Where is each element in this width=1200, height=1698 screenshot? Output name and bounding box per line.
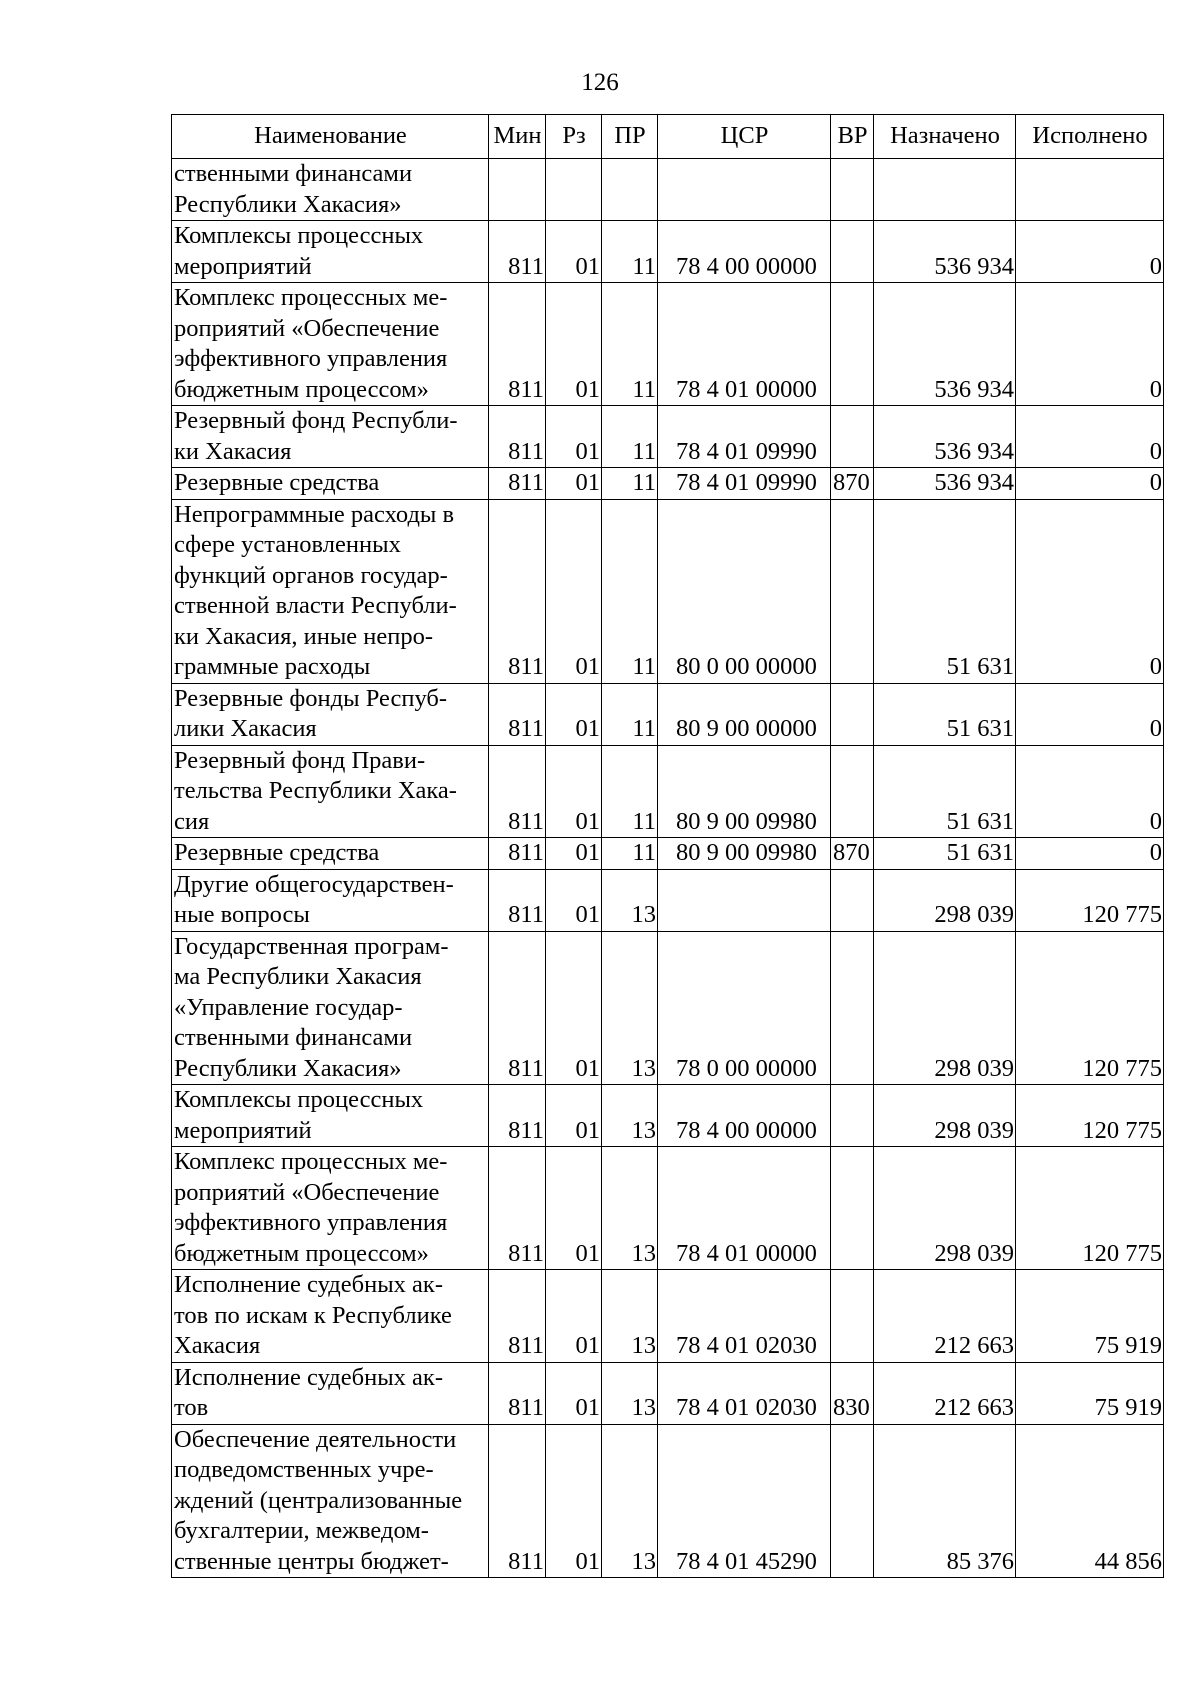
name-line: Резервные фонды Респуб- — [174, 684, 448, 712]
name-line: эффективного управления — [174, 345, 448, 372]
cell-min: 811 — [489, 1362, 546, 1424]
table-row — [172, 1362, 1164, 1424]
cell-rz: 01 — [546, 1270, 602, 1363]
name-line: Комплексы процессных — [174, 222, 424, 249]
cell-csr: 80 9 00 00000 — [658, 683, 831, 745]
cell-executed: 120 775 — [1016, 1085, 1164, 1147]
cell-name — [172, 1270, 489, 1363]
cell-name — [172, 1147, 489, 1270]
cell-vr — [831, 1085, 874, 1147]
header-pr: ПР — [602, 115, 658, 159]
cell-min — [489, 159, 546, 221]
name-line: Резервный фонд Прави- — [174, 746, 426, 774]
cell-min: 811 — [489, 406, 546, 468]
name-line: мероприятий — [174, 1116, 312, 1144]
table-row — [172, 1424, 1164, 1578]
cell-pr: 11 — [602, 499, 658, 683]
cell-min: 811 — [489, 1147, 546, 1270]
cell-executed: 44 856 — [1016, 1424, 1164, 1578]
cell-name — [172, 1362, 489, 1424]
cell-vr — [831, 1424, 874, 1578]
cell-name — [172, 283, 489, 406]
cell-executed: 120 775 — [1016, 869, 1164, 931]
cell-min: 811 — [489, 869, 546, 931]
name-line: Комплекс процессных ме- — [174, 1148, 448, 1175]
cell-assigned: 536 934 — [874, 221, 1016, 283]
cell-rz: 01 — [546, 221, 602, 283]
name-line: Обеспечение деятельности — [174, 1425, 457, 1453]
cell-assigned: 51 631 — [874, 683, 1016, 745]
table-row — [172, 1147, 1164, 1270]
cell-csr: 78 4 01 00000 — [658, 1147, 831, 1270]
cell-executed: 75 919 — [1016, 1362, 1164, 1424]
table-row — [172, 221, 1164, 283]
cell-vr — [831, 221, 874, 283]
table-row — [172, 283, 1164, 406]
name-line: сия — [174, 807, 210, 835]
cell-pr: 11 — [602, 468, 658, 500]
cell-rz: 01 — [546, 683, 602, 745]
name-line: Хакасия — [174, 1332, 261, 1359]
cell-pr: 13 — [602, 869, 658, 931]
cell-pr: 11 — [602, 406, 658, 468]
cell-vr — [831, 283, 874, 406]
name-line: ки Хакасия, иные непро- — [174, 622, 434, 650]
cell-csr: 78 4 01 09990 — [658, 406, 831, 468]
cell-executed: 0 — [1016, 406, 1164, 468]
name-line: тельства Республики Хака- — [174, 777, 457, 804]
cell-min: 811 — [489, 468, 546, 500]
cell-name — [172, 159, 489, 221]
name-line: ма Республики Хакасия — [174, 963, 422, 990]
name-line: ственные центры бюджет- — [174, 1547, 449, 1575]
cell-min: 811 — [489, 838, 546, 870]
cell-min: 811 — [489, 1424, 546, 1578]
table-row — [172, 869, 1164, 931]
cell-executed: 0 — [1016, 283, 1164, 406]
cell-pr: 11 — [602, 745, 658, 838]
cell-name — [172, 468, 489, 500]
cell-pr: 13 — [602, 1424, 658, 1578]
cell-pr: 13 — [602, 1085, 658, 1147]
cell-assigned: 298 039 — [874, 869, 1016, 931]
header-executed: Исполнено — [1016, 115, 1164, 159]
name-line: Комплексы процессных — [174, 1086, 424, 1113]
table-row — [172, 931, 1164, 1085]
cell-vr — [831, 1147, 874, 1270]
cell-assigned — [874, 159, 1016, 221]
name-line: ждений (централизованные — [174, 1486, 463, 1514]
cell-min: 811 — [489, 283, 546, 406]
table-header-row — [172, 115, 1164, 159]
header-csr: ЦСР — [658, 115, 831, 159]
header-assigned: Назначено — [874, 115, 1016, 159]
cell-assigned: 51 631 — [874, 745, 1016, 838]
cell-csr: 78 4 01 02030 — [658, 1362, 831, 1424]
cell-assigned: 298 039 — [874, 1147, 1016, 1270]
cell-vr: 870 — [831, 838, 874, 870]
page-number: 126 — [581, 69, 619, 96]
cell-rz: 01 — [546, 1085, 602, 1147]
cell-name — [172, 221, 489, 283]
name-line: ственной власти Республи- — [174, 592, 457, 619]
cell-pr: 11 — [602, 221, 658, 283]
cell-executed: 0 — [1016, 499, 1164, 683]
name-line: ные вопросы — [174, 901, 310, 928]
cell-executed — [1016, 159, 1164, 221]
table-row — [172, 1085, 1164, 1147]
cell-csr: 78 0 00 00000 — [658, 931, 831, 1085]
cell-csr: 80 9 00 09980 — [658, 745, 831, 838]
header-rz: Рз — [546, 115, 602, 159]
cell-name — [172, 1424, 489, 1578]
cell-assigned: 51 631 — [874, 499, 1016, 683]
table-row — [172, 406, 1164, 468]
cell-executed: 120 775 — [1016, 931, 1164, 1085]
name-line: роприятий «Обеспечение — [174, 314, 440, 342]
cell-pr: 11 — [602, 683, 658, 745]
table-row — [172, 745, 1164, 838]
cell-executed: 0 — [1016, 468, 1164, 500]
cell-assigned: 51 631 — [874, 838, 1016, 870]
name-line: мероприятий — [174, 252, 312, 280]
budget-table — [171, 114, 1164, 1578]
cell-assigned: 298 039 — [874, 931, 1016, 1085]
cell-name — [172, 838, 489, 870]
cell-min: 811 — [489, 1085, 546, 1147]
cell-assigned: 536 934 — [874, 406, 1016, 468]
cell-rz: 01 — [546, 1362, 602, 1424]
cell-csr: 78 4 01 02030 — [658, 1270, 831, 1363]
name-line: Непрограммные расходы в — [174, 500, 455, 528]
name-line: ственными финансами — [174, 160, 413, 187]
name-line: Резервные средства — [174, 469, 380, 496]
cell-pr — [602, 159, 658, 221]
name-line: лики Хакасия — [174, 715, 317, 742]
cell-executed: 0 — [1016, 221, 1164, 283]
table-body — [172, 159, 1164, 1578]
cell-name — [172, 931, 489, 1085]
cell-pr: 11 — [602, 283, 658, 406]
name-line: Резервные средства — [174, 839, 380, 866]
cell-vr — [831, 499, 874, 683]
cell-min: 811 — [489, 1270, 546, 1363]
cell-executed: 75 919 — [1016, 1270, 1164, 1363]
cell-rz: 01 — [546, 1147, 602, 1270]
cell-vr: 870 — [831, 468, 874, 500]
name-line: сфере установленных — [174, 531, 401, 558]
cell-csr: 78 4 01 45290 — [658, 1424, 831, 1578]
name-line: роприятий «Обеспечение — [174, 1178, 440, 1206]
cell-assigned: 536 934 — [874, 283, 1016, 406]
cell-rz: 01 — [546, 869, 602, 931]
cell-vr — [831, 931, 874, 1085]
cell-executed: 0 — [1016, 745, 1164, 838]
cell-name — [172, 406, 489, 468]
cell-assigned: 536 934 — [874, 468, 1016, 500]
header-name: Наименование — [172, 115, 489, 159]
cell-vr — [831, 745, 874, 838]
cell-min: 811 — [489, 683, 546, 745]
cell-csr: 78 4 01 09990 — [658, 468, 831, 500]
cell-min: 811 — [489, 221, 546, 283]
name-line: «Управление государ- — [174, 993, 403, 1021]
name-line: эффективного управления — [174, 1209, 448, 1236]
cell-rz: 01 — [546, 931, 602, 1085]
cell-executed: 0 — [1016, 838, 1164, 870]
cell-rz — [546, 159, 602, 221]
cell-min: 811 — [489, 499, 546, 683]
cell-csr — [658, 869, 831, 931]
cell-executed: 0 — [1016, 683, 1164, 745]
cell-name — [172, 745, 489, 838]
table-row — [172, 838, 1164, 870]
cell-rz: 01 — [546, 499, 602, 683]
cell-vr — [831, 869, 874, 931]
name-line: Государственная програм- — [174, 932, 449, 960]
cell-assigned: 298 039 — [874, 1085, 1016, 1147]
cell-csr — [658, 159, 831, 221]
table-row — [172, 468, 1164, 500]
cell-rz: 01 — [546, 283, 602, 406]
name-line: бухгалтерии, межведом- — [174, 1517, 429, 1544]
cell-vr: 830 — [831, 1362, 874, 1424]
cell-vr — [831, 1270, 874, 1363]
cell-csr: 78 4 00 00000 — [658, 1085, 831, 1147]
cell-vr — [831, 683, 874, 745]
name-line: Исполнение судебных ак- — [174, 1363, 443, 1391]
table-row — [172, 1270, 1164, 1363]
cell-csr: 80 0 00 00000 — [658, 499, 831, 683]
name-line: бюджетным процессом» — [174, 375, 429, 403]
cell-rz: 01 — [546, 838, 602, 870]
name-line: Резервный фонд Республи- — [174, 407, 458, 434]
cell-name — [172, 683, 489, 745]
cell-min: 811 — [489, 931, 546, 1085]
table-row — [172, 499, 1164, 683]
cell-assigned: 85 376 — [874, 1424, 1016, 1578]
name-line: ки Хакасия — [174, 437, 292, 465]
cell-name — [172, 869, 489, 931]
cell-vr — [831, 159, 874, 221]
name-line: граммные расходы — [174, 653, 371, 680]
cell-rz: 01 — [546, 468, 602, 500]
name-line: подведомственных учре- — [174, 1456, 434, 1483]
name-line: Республики Хакасия» — [174, 190, 402, 218]
cell-rz: 01 — [546, 745, 602, 838]
table-row — [172, 159, 1164, 221]
header-min: Мин — [489, 115, 546, 159]
cell-vr — [831, 406, 874, 468]
name-line: бюджетным процессом» — [174, 1239, 429, 1267]
name-line: Республики Хакасия» — [174, 1054, 402, 1082]
name-line: тов по искам к Республике — [174, 1301, 452, 1329]
name-line: тов — [174, 1394, 209, 1421]
cell-assigned: 212 663 — [874, 1270, 1016, 1363]
name-line: Комплекс процессных ме- — [174, 284, 448, 311]
name-line: функций органов государ- — [174, 561, 448, 589]
table-row — [172, 683, 1164, 745]
cell-csr: 78 4 01 00000 — [658, 283, 831, 406]
name-line: ственными финансами — [174, 1024, 413, 1051]
cell-pr: 13 — [602, 931, 658, 1085]
cell-csr: 80 9 00 09980 — [658, 838, 831, 870]
cell-rz: 01 — [546, 406, 602, 468]
cell-min: 811 — [489, 745, 546, 838]
header-vr: ВР — [831, 115, 874, 159]
cell-name — [172, 1085, 489, 1147]
cell-rz: 01 — [546, 1424, 602, 1578]
name-line: Другие общегосударствен- — [174, 870, 454, 898]
cell-pr: 13 — [602, 1147, 658, 1270]
name-line: Исполнение судебных ак- — [174, 1271, 443, 1298]
cell-pr: 13 — [602, 1270, 658, 1363]
cell-pr: 11 — [602, 838, 658, 870]
cell-name — [172, 499, 489, 683]
cell-assigned: 212 663 — [874, 1362, 1016, 1424]
cell-executed: 120 775 — [1016, 1147, 1164, 1270]
cell-csr: 78 4 00 00000 — [658, 221, 831, 283]
cell-pr: 13 — [602, 1362, 658, 1424]
